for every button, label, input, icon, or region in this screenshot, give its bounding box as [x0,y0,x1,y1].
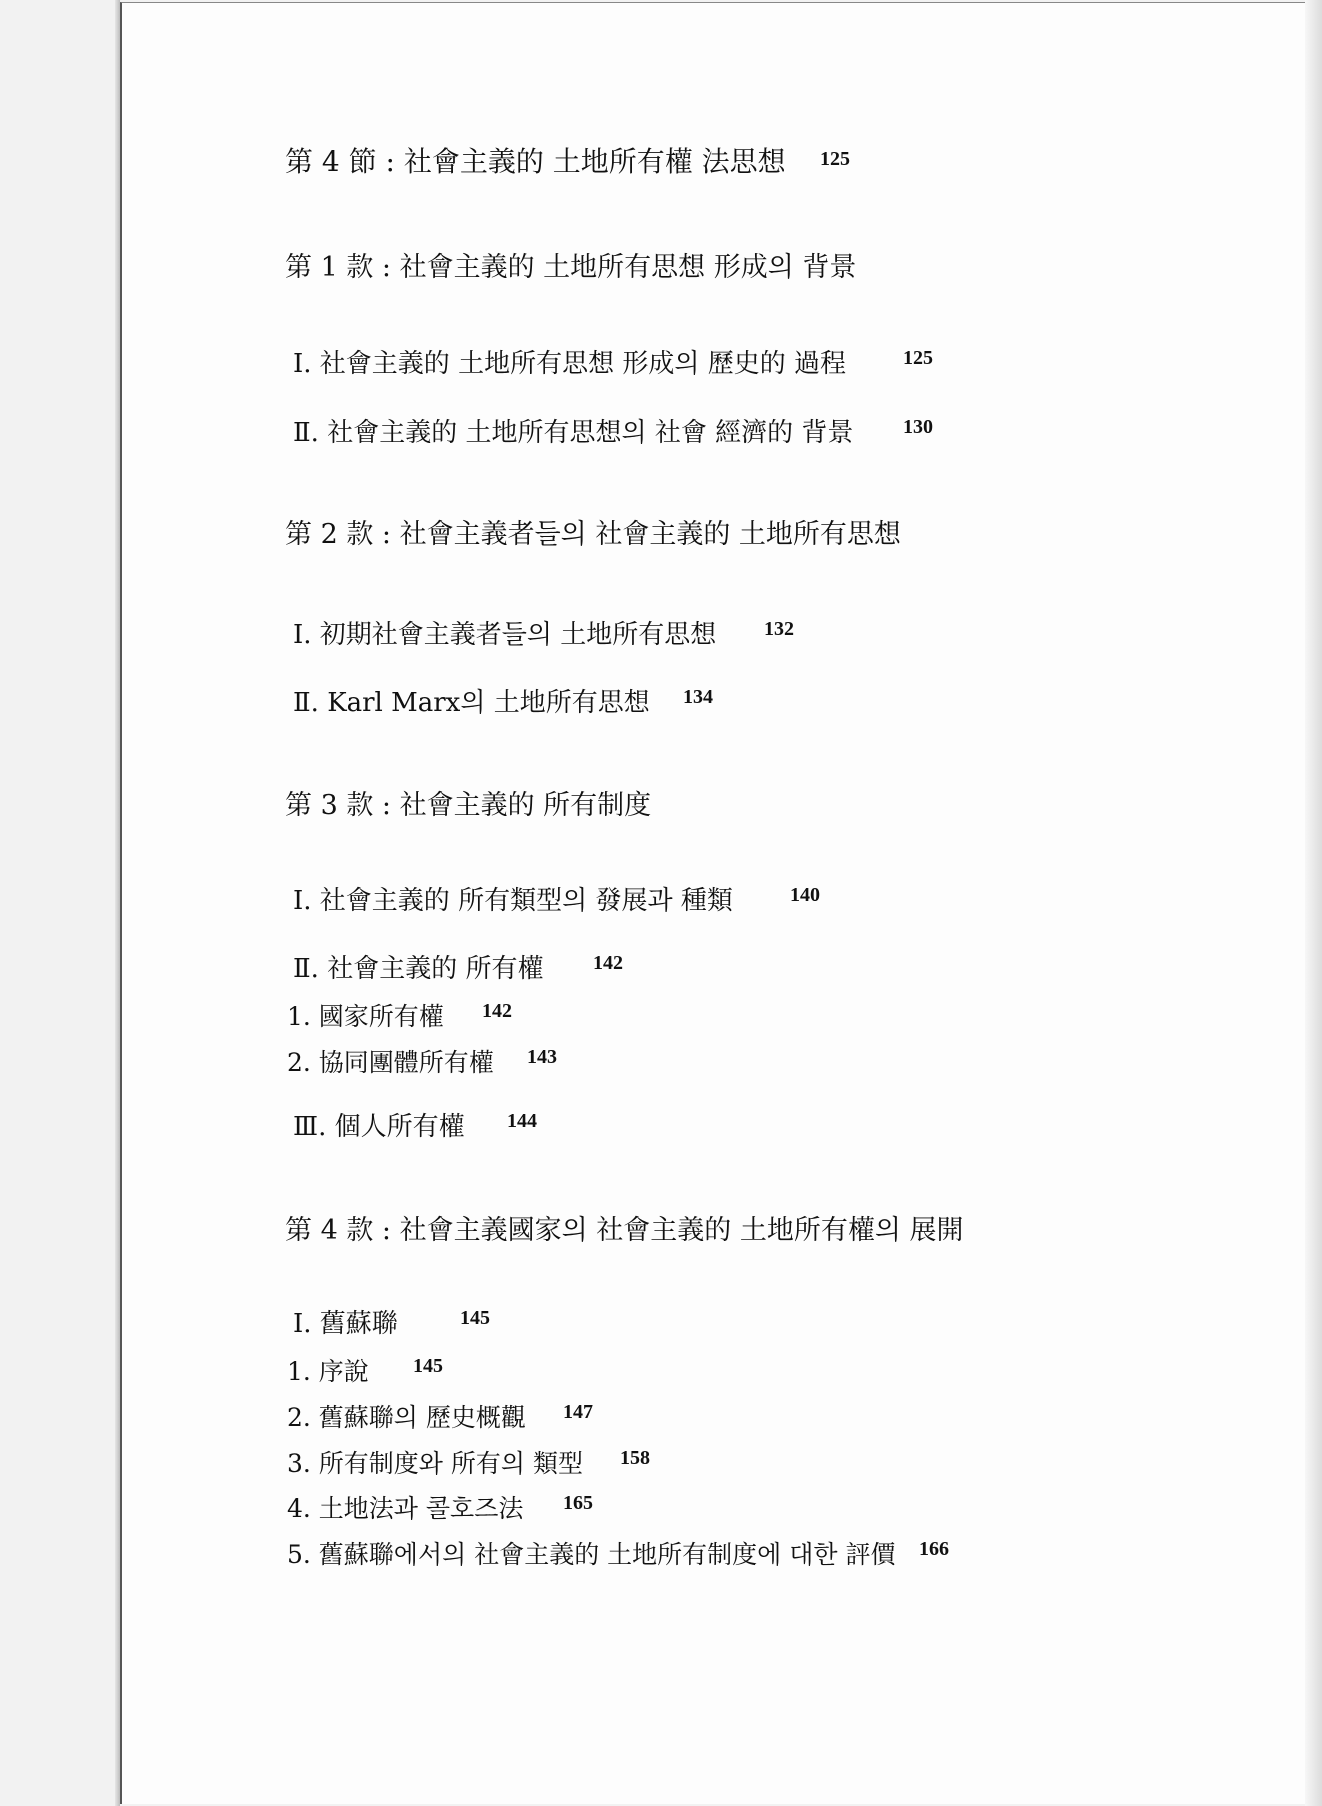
toc-label: 1. 國家所有權 [287,1002,444,1031]
toc-article-4 [285,1208,964,1247]
toc-page-number: 166 [919,1538,949,1560]
toc-page-number: 125 [820,148,850,170]
toc-subitem [287,1352,443,1388]
toc-article-2 [285,512,901,551]
toc-label: 第 1 款 : 社會主義的 土地所有思想 形成의 背景 [285,252,857,283]
toc-subitem [287,1043,557,1079]
toc-label: 1. 序說 [287,1357,369,1386]
toc-label: Ⅱ. 社會主義的 所有權 [293,954,544,984]
toc-subitem [287,1535,949,1571]
toc-subitem [287,1398,593,1434]
toc-label: Ⅰ. 社會主義的 土地所有思想 形成의 歷史的 過程 [293,349,846,379]
toc-label: 2. 舊蘇聯의 歷史概觀 [287,1403,526,1432]
toc-label: Ⅰ. 舊蘇聯 [293,1309,398,1339]
toc-article-3 [285,783,651,822]
toc-section-4 [285,140,850,180]
toc-label: 5. 舊蘇聯에서의 社會主義的 土地所有制度에 대한 評價 [287,1540,896,1569]
toc-page-number: 145 [460,1307,490,1329]
toc-label: 第 4 節 : 社會主義的 土地所有權 法思想 [285,145,786,178]
toc-page-number: 132 [764,618,794,640]
toc-page-number: 130 [903,416,933,438]
toc-item [293,948,623,985]
toc-item [293,412,933,449]
toc-item [293,343,933,380]
toc-item [293,1106,537,1143]
toc-label: Ⅱ. Karl Marx의 土地所有思想 [293,688,650,718]
toc-item [293,1303,490,1340]
toc-label: 第 2 款 : 社會主義者들의 社會主義的 土地所有思想 [285,519,901,550]
toc-page-number: 143 [527,1046,557,1068]
toc-page-number: 147 [563,1401,593,1423]
toc-page-number: 134 [683,686,713,708]
toc-subitem [287,1444,650,1480]
toc-label: Ⅰ. 初期社會主義者들의 土地所有思想 [293,620,717,650]
toc-page-number: 140 [790,884,820,906]
toc-subitem [287,997,512,1033]
toc-page-number: 142 [482,1000,512,1022]
toc-item [293,614,794,651]
toc-page-number: 158 [620,1447,650,1469]
toc-label: Ⅰ. 社會主義的 所有類型의 發展과 種類 [293,886,733,916]
toc-page-number: 165 [563,1492,593,1514]
toc-label: 2. 協同團體所有權 [287,1048,494,1077]
toc-page-number: 142 [593,952,623,974]
toc-label: Ⅲ. 個人所有權 [293,1112,465,1142]
toc-label: 4. 土地法과 콜호즈法 [287,1494,524,1523]
toc-page-number: 145 [413,1355,443,1377]
toc-page-number: 125 [903,347,933,369]
toc-label: 第 4 款 : 社會主義國家의 社會主義的 土地所有權의 展開 [285,1215,964,1246]
toc-article-1 [285,245,856,284]
toc-label: 第 3 款 : 社會主義的 所有制度 [285,790,652,821]
toc-page-number: 144 [507,1110,537,1132]
toc-label: Ⅱ. 社會主義的 土地所有思想의 社會 經濟的 背景 [293,418,854,448]
page-right-edge [1305,0,1322,1806]
toc-item [293,682,713,719]
toc-subitem [287,1489,593,1525]
toc-item [293,880,820,917]
toc-label: 3. 所有制度와 所有의 類型 [287,1449,583,1478]
